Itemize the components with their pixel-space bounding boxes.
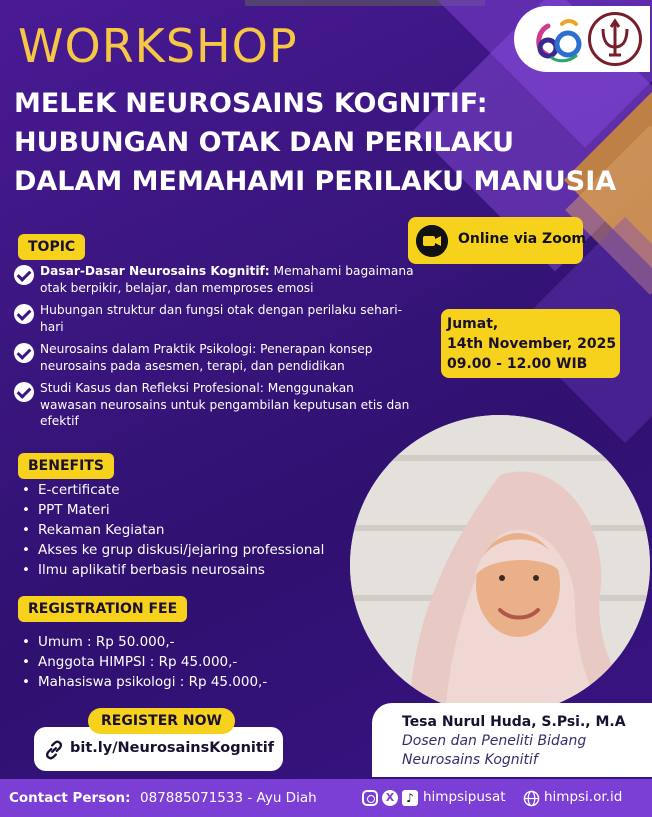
- speaker-photo: [350, 415, 650, 715]
- social-handle[interactable]: himpsipusat: [423, 789, 506, 805]
- speaker-role: [402, 732, 652, 770]
- event-day: Jumat,: [447, 316, 499, 332]
- topic-item: [14, 263, 414, 296]
- speaker-role-line: Dosen dan Peneliti Bidang: [402, 733, 587, 749]
- zoom-label: Online via Zoom: [458, 231, 587, 247]
- speaker-role-line: Neurosains Kognitif: [402, 752, 538, 768]
- tiktok-icon[interactable]: ♪: [402, 790, 418, 806]
- speaker-photo-illustration: [350, 415, 650, 715]
- event-time: 09.00 - 12.00 WIB: [447, 356, 588, 372]
- check-circle-icon: [14, 382, 34, 402]
- check-circle-icon: [14, 265, 34, 285]
- fee-item: • Umum : Rp 50.000,-: [22, 632, 267, 652]
- contact-value[interactable]: 087885071533 - Ayu Diah: [140, 790, 317, 806]
- event-title: [14, 84, 634, 201]
- topic-item-text: Memahami bagaimana otak berpikir, belajar, dan memproses emosi: [40, 264, 414, 295]
- topic-list: [14, 263, 414, 436]
- title-line: MELEK NEUROSAINS KOGNITIF:: [14, 88, 488, 119]
- benefit-item: • Rekaman Kegiatan: [22, 520, 324, 540]
- himpsi-logo-icon: [588, 12, 642, 66]
- benefit-item: • Ilmu aplikatif berbasis neurosains: [22, 560, 324, 580]
- check-circle-icon: [14, 304, 34, 324]
- instagram-icon[interactable]: [362, 790, 378, 806]
- online-zoom-badge: [408, 217, 587, 264]
- benefits-list: [22, 480, 324, 580]
- topic-item-text: Neurosains dalam Praktik Psikologi: Penerapan konsep neurosains pada asesmen, terapi, dan pendidikan: [40, 342, 373, 373]
- fee-list: [22, 632, 267, 692]
- date-time-box: [441, 309, 620, 378]
- link-icon: [43, 739, 65, 761]
- topic-item-text: Hubungan struktur dan fungsi otak dengan perilaku sehari-hari: [40, 303, 403, 334]
- speaker-card: [372, 703, 652, 777]
- anniversary-60-logo-icon: [532, 14, 584, 66]
- topic-item-title: Dasar-Dasar Neurosains Kognitif:: [40, 264, 270, 278]
- website-link[interactable]: himpsi.or.id: [544, 789, 623, 805]
- contact-label: Contact Person:: [9, 790, 131, 806]
- topic-item: [14, 380, 414, 430]
- video-camera-icon: [416, 225, 448, 257]
- event-date: 14th November, 2025: [447, 336, 617, 352]
- globe-icon: [523, 790, 540, 807]
- title-line: HUBUNGAN OTAK DAN PERILAKU: [14, 127, 515, 158]
- topic-item: [14, 302, 414, 335]
- title-line: DALAM MEMAHAMI PERILAKU MANUSIA: [14, 166, 617, 197]
- benefit-item: • E-certificate: [22, 480, 324, 500]
- speaker-name: Tesa Nurul Huda, S.Psi., M.A: [402, 714, 626, 730]
- topic-heading: TOPIC: [18, 234, 85, 260]
- footer-bar: [0, 779, 652, 817]
- benefits-heading: BENEFITS: [18, 453, 114, 479]
- topic-item-text: Studi Kasus dan Refleksi Profesional: Menggunakan wawasan neurosains untuk pengambilan keputusan etis dan efektif: [40, 381, 410, 428]
- benefit-item: • PPT Materi: [22, 500, 324, 520]
- benefit-item: • Akses ke grup diskusi/jejaring professional: [22, 540, 324, 560]
- topic-item: [14, 341, 414, 374]
- registration-link[interactable]: bit.ly/NeurosainsKognitif: [70, 740, 275, 756]
- registration-fee-heading: REGISTRATION FEE: [18, 596, 187, 622]
- check-circle-icon: [14, 343, 34, 363]
- fee-item: • Anggota HIMPSI : Rp 45.000,-: [22, 652, 267, 672]
- fee-item: • Mahasiswa psikologi : Rp 45.000,-: [22, 672, 267, 692]
- workshop-label: WORKSHOP: [18, 19, 298, 73]
- register-now-button[interactable]: REGISTER NOW: [88, 708, 235, 734]
- x-icon[interactable]: X: [382, 790, 398, 806]
